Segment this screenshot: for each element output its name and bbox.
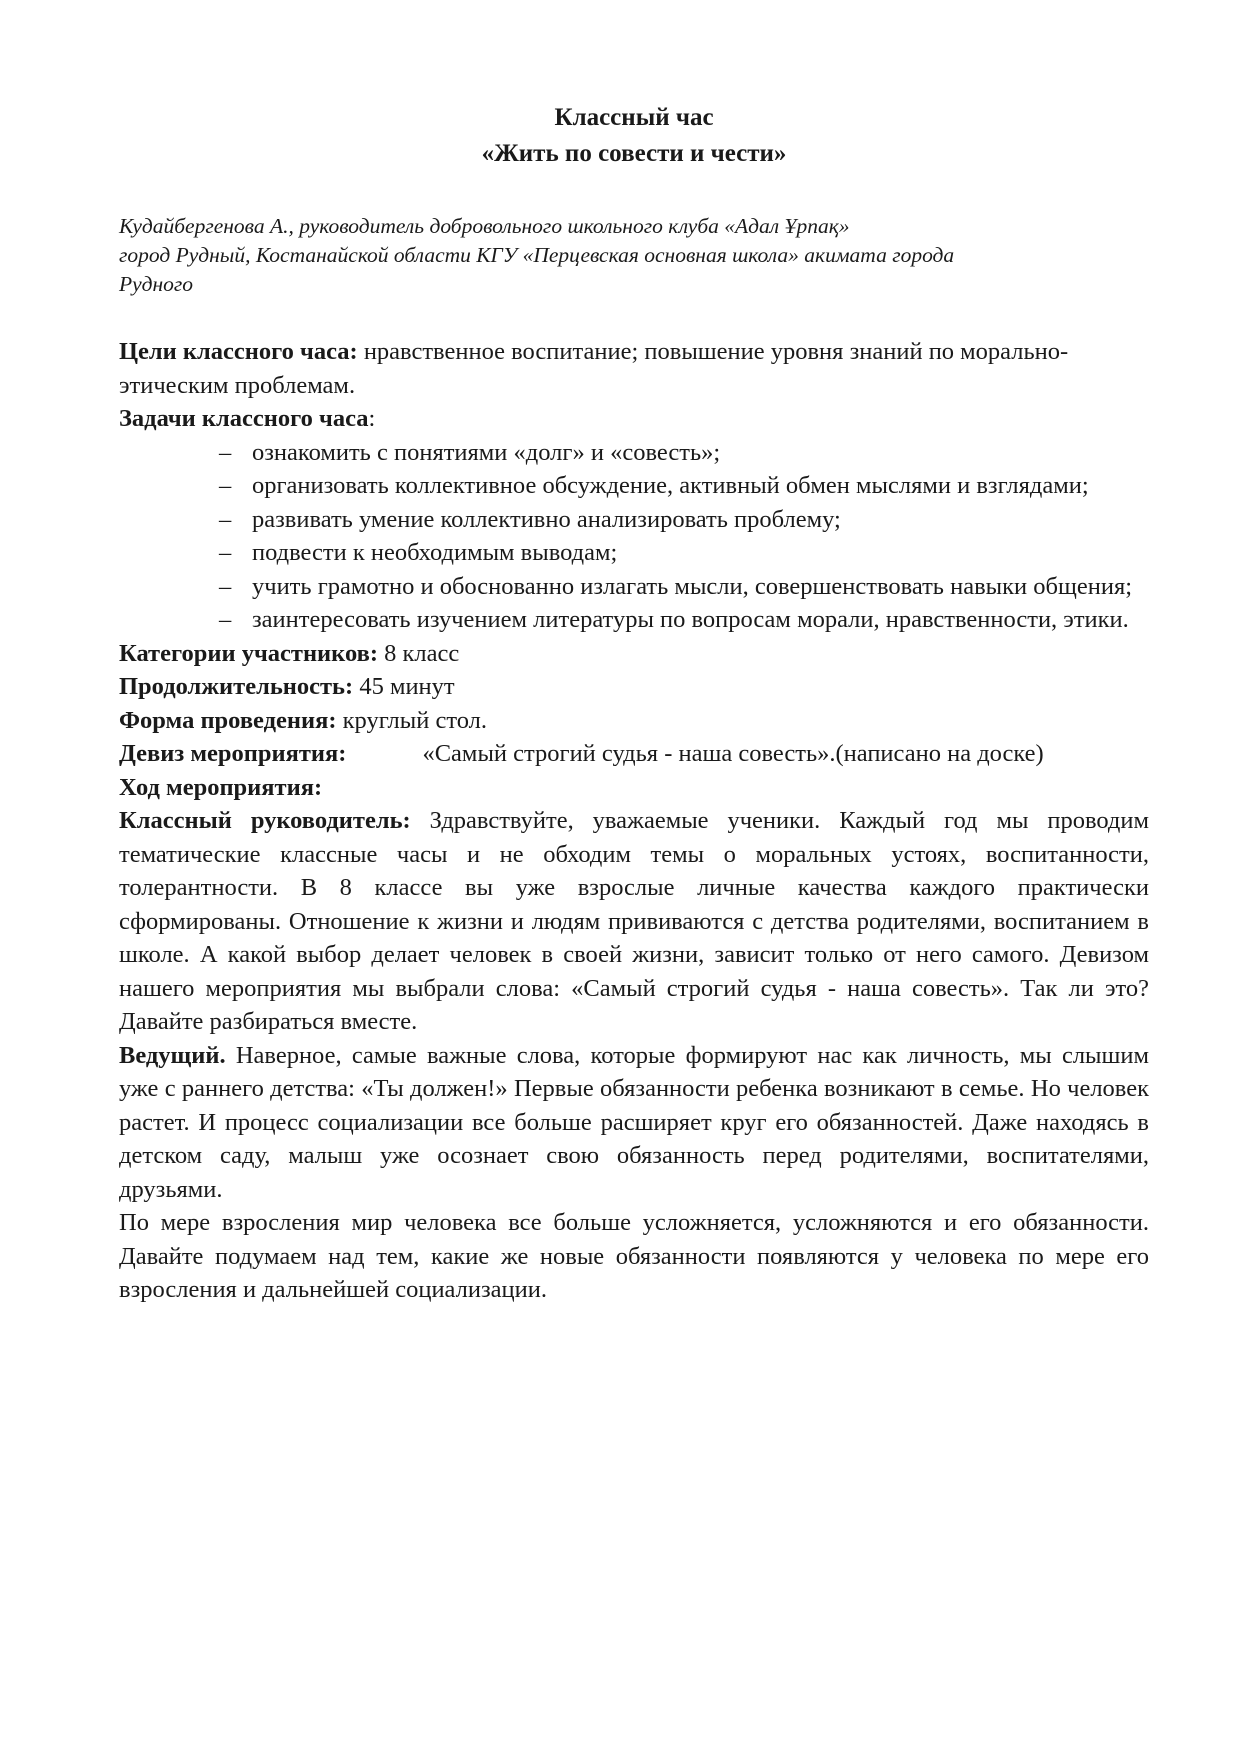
list-item-text: организовать коллективное обсуждение, активный обмен мыслями и взглядами; [252, 472, 1089, 499]
participants-value: 8 класс [378, 639, 460, 667]
list-item-text: учить грамотно и обоснованно излагать мысли, совершенствовать навыки общения; [252, 572, 1133, 600]
list-dash: – [219, 606, 232, 633]
duration-row [119, 670, 1149, 704]
list-dash: – [219, 505, 232, 533]
form-row [119, 704, 1149, 738]
host-label: Ведущий. [119, 1041, 226, 1069]
motto-row [119, 737, 1149, 771]
list-item [219, 603, 1149, 637]
participants-label: Категории участников: [119, 639, 378, 667]
list-dash: – [219, 539, 232, 566]
list-dash: – [219, 572, 232, 600]
closing-paragraph [119, 1206, 1149, 1307]
form-value: круглый стол. [336, 706, 488, 734]
list-item-text: подвести к необходимым выводам; [252, 539, 618, 566]
list-dash: – [219, 438, 232, 466]
participants-row [119, 637, 1149, 671]
document-page [119, 100, 1149, 1307]
closing-text: По мере взросления мир человека все больше усложняется, усложняются и его обязанности. Давайте подумаем над тем, какие же новые обязанности появляются у человека по мере его взросления и дальнейшей социализации. [119, 1209, 1149, 1303]
document-title [119, 100, 1149, 172]
tasks-list [119, 436, 1149, 637]
tasks-label: Задачи классного часа [119, 405, 369, 432]
motto-label: Девиз мероприятия: [119, 740, 347, 767]
progress-label: Ход мероприятия: [119, 773, 323, 801]
duration-value: 45 минут [353, 673, 455, 700]
motto-value: «Самый строгий судья - наша совесть».(написано на доске) [422, 740, 1044, 767]
tasks-colon: : [368, 405, 376, 432]
title-line-1: Классный час [554, 104, 714, 131]
author-line-1: Кудайбергенова А., руководитель добровольного школьного клуба «Адал Ұрпақ» [119, 214, 850, 238]
list-item-text: заинтересовать изучением литературы по вопросам морали, нравственности, этики. [252, 606, 1129, 633]
list-dash: – [219, 472, 232, 499]
author-line-2: город Рудный, Костанайской области КГУ «Перцевская основная школа» акимата города [119, 243, 955, 267]
list-item [219, 570, 1149, 604]
teacher-paragraph [119, 804, 1149, 1039]
author-line-3: Рудного [119, 272, 194, 296]
list-item [219, 536, 1149, 570]
teacher-label: Классный руководитель: [119, 807, 411, 834]
title-line-2: «Жить по совести и чести» [481, 140, 787, 167]
host-text: Наверное, самые важные слова, которые формируют нас как личность, мы слышим уже с раннего детства: «Ты должен!» Первые обязанности ребенка возникают в семье. Но человек растет. И процесс социализации все больше расширяет круг его обязанностей. Даже находясь в детском саду, малыш уже осознает свою обязанность перед родителями, воспитателями, друзьями. [119, 1041, 1149, 1203]
list-item-text: ознакомить с понятиями «долг» и «совесть»; [252, 438, 721, 466]
form-label: Форма проведения: [119, 706, 337, 734]
teacher-text: Здравствуйте, уважаемые ученики. Каждый год мы проводим тематические классные часы и не обходим темы о моральных устоях, воспитанности, толерантности. В 8 классе вы уже взрослые личные качества каждого практически сформированы. Отношение к жизни и людям прививаются с детства родителями, воспитанием в школе. А какой выбор делает человек в своей жизни, зависит только от него самого. Девизом нашего мероприятия мы выбрали слова: «Самый строгий судья - наша совесть». Так ли это? Давайте разбираться вместе. [119, 807, 1149, 1035]
list-item-text: развивать умение коллективно анализировать проблему; [252, 505, 841, 533]
list-item [219, 503, 1149, 537]
list-item [219, 436, 1149, 470]
host-paragraph [119, 1039, 1149, 1207]
goals-section [119, 335, 1149, 402]
tasks-heading [119, 402, 1149, 436]
progress-heading [119, 771, 1149, 805]
goals-text: нравственное воспитание; повышение уровня знаний по морально-этическим проблемам. [119, 338, 1069, 399]
author-info [119, 212, 1149, 299]
duration-label: Продолжительность: [119, 673, 354, 700]
goals-label: Цели классного часа: [119, 338, 358, 365]
list-item [219, 469, 1149, 503]
